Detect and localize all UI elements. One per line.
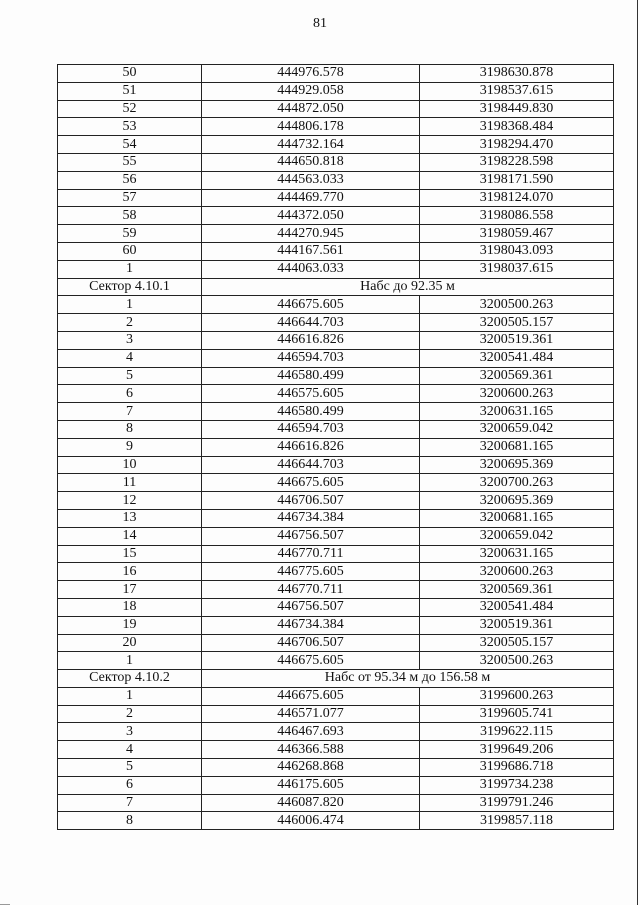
table-row: [58, 794, 614, 812]
coordinate-y: 3198059.467: [420, 225, 614, 243]
sector-elevation: Набс от 95.34 м до 156.58 м: [202, 670, 614, 688]
point-number: 3: [58, 723, 202, 741]
coordinate-y: 3200631.165: [420, 403, 614, 421]
table-row: [58, 634, 614, 652]
point-number: 7: [58, 403, 202, 421]
coordinate-y: 3199649.206: [420, 741, 614, 759]
coordinate-x: 446366.588: [202, 741, 420, 759]
coordinate-y: 3199791.246: [420, 794, 614, 812]
point-number: 5: [58, 367, 202, 385]
table-row: [58, 314, 614, 332]
table-row: [58, 492, 614, 510]
coordinate-y: 3198228.598: [420, 153, 614, 171]
point-number: 58: [58, 207, 202, 225]
table-row: [58, 545, 614, 563]
point-number: 2: [58, 314, 202, 332]
table-row: [58, 527, 614, 545]
table-row: [58, 349, 614, 367]
coordinate-y: 3200659.042: [420, 420, 614, 438]
coordinate-y: 3200569.361: [420, 367, 614, 385]
coordinate-y: 3199734.238: [420, 776, 614, 794]
coordinate-x: 446580.499: [202, 403, 420, 421]
coordinate-y: 3200541.484: [420, 598, 614, 616]
coordinate-y: 3198037.615: [420, 260, 614, 278]
point-number: 4: [58, 349, 202, 367]
table-row: [58, 741, 614, 759]
coordinate-x: 446770.711: [202, 581, 420, 599]
coordinate-x: 446706.507: [202, 492, 420, 510]
sector-header-row: [58, 278, 614, 296]
coordinate-y: 3200600.263: [420, 563, 614, 581]
coordinate-x: 444469.770: [202, 189, 420, 207]
sector-header-row: [58, 670, 614, 688]
table-row: [58, 723, 614, 741]
coordinate-y: 3199857.118: [420, 812, 614, 830]
table-row: [58, 705, 614, 723]
point-number: 16: [58, 563, 202, 581]
point-number: 52: [58, 100, 202, 118]
coordinate-y: 3198294.470: [420, 136, 614, 154]
point-number: 50: [58, 65, 202, 83]
coordinate-y: 3198630.878: [420, 65, 614, 83]
coordinate-y: 3199622.115: [420, 723, 614, 741]
point-number: 1: [58, 260, 202, 278]
point-number: 18: [58, 598, 202, 616]
coordinate-x: 446706.507: [202, 634, 420, 652]
sector-name: Сектор 4.10.1: [58, 278, 202, 296]
coordinate-x: 444372.050: [202, 207, 420, 225]
point-number: 15: [58, 545, 202, 563]
sector-elevation: Набс до 92.35 м: [202, 278, 614, 296]
coordinate-x: 446087.820: [202, 794, 420, 812]
coordinate-x: 446268.868: [202, 759, 420, 777]
coordinate-x: 446644.703: [202, 456, 420, 474]
coordinate-x: 446594.703: [202, 420, 420, 438]
table-row: [58, 153, 614, 171]
point-number: 57: [58, 189, 202, 207]
coordinate-y: 3200681.165: [420, 438, 614, 456]
point-number: 54: [58, 136, 202, 154]
coordinate-y: 3200500.263: [420, 296, 614, 314]
table-row: [58, 563, 614, 581]
table-row: [58, 136, 614, 154]
coordinate-x: 446616.826: [202, 438, 420, 456]
coordinate-x: 446575.605: [202, 385, 420, 403]
coordinate-x: 446571.077: [202, 705, 420, 723]
table-row: [58, 456, 614, 474]
table-row: [58, 100, 614, 118]
table-row: [58, 296, 614, 314]
table-row: [58, 581, 614, 599]
coordinate-y: 3199600.263: [420, 687, 614, 705]
coordinate-y: 3199605.741: [420, 705, 614, 723]
point-number: 1: [58, 296, 202, 314]
table-row: [58, 225, 614, 243]
coordinate-y: 3198368.484: [420, 118, 614, 136]
table-row: [58, 385, 614, 403]
coordinate-y: 3200700.263: [420, 474, 614, 492]
coordinate-x: 444063.033: [202, 260, 420, 278]
point-number: 59: [58, 225, 202, 243]
point-number: 7: [58, 794, 202, 812]
coordinate-x: 446675.605: [202, 687, 420, 705]
coordinate-x: 446675.605: [202, 652, 420, 670]
table-row: [58, 776, 614, 794]
point-number: 6: [58, 776, 202, 794]
coordinate-y: 3200659.042: [420, 527, 614, 545]
coordinate-y: 3200681.165: [420, 509, 614, 527]
point-number: 5: [58, 759, 202, 777]
coordinate-x: 446006.474: [202, 812, 420, 830]
point-number: 1: [58, 652, 202, 670]
point-number: 55: [58, 153, 202, 171]
table-row: [58, 171, 614, 189]
table-row: [58, 207, 614, 225]
coordinate-y: 3198171.590: [420, 171, 614, 189]
point-number: 60: [58, 242, 202, 260]
table-row: [58, 403, 614, 421]
point-number: 19: [58, 616, 202, 634]
coordinate-y: 3198124.070: [420, 189, 614, 207]
page-edge: [637, 0, 638, 905]
coordinate-y: 3198449.830: [420, 100, 614, 118]
table-row: [58, 118, 614, 136]
coordinate-x: 444806.178: [202, 118, 420, 136]
point-number: 13: [58, 509, 202, 527]
coordinate-y: 3198043.093: [420, 242, 614, 260]
coordinate-x: 446734.384: [202, 616, 420, 634]
page-number: 81: [313, 16, 327, 31]
coordinate-y: 3199686.718: [420, 759, 614, 777]
point-number: 6: [58, 385, 202, 403]
coordinates-table-body: [58, 65, 614, 830]
coordinate-x: 446644.703: [202, 314, 420, 332]
coordinate-x: 446675.605: [202, 474, 420, 492]
point-number: 53: [58, 118, 202, 136]
table-row: [58, 420, 614, 438]
coordinate-x: 444976.578: [202, 65, 420, 83]
coordinate-y: 3200519.361: [420, 331, 614, 349]
coordinate-x: 446675.605: [202, 296, 420, 314]
table-row: [58, 616, 614, 634]
coordinate-x: 444929.058: [202, 82, 420, 100]
coordinate-y: 3200631.165: [420, 545, 614, 563]
coordinate-y: 3200519.361: [420, 616, 614, 634]
coordinate-x: 446756.507: [202, 598, 420, 616]
coordinate-x: 446175.605: [202, 776, 420, 794]
coordinate-x: 446616.826: [202, 331, 420, 349]
coordinate-x: 446775.605: [202, 563, 420, 581]
coordinate-y: 3200500.263: [420, 652, 614, 670]
coordinate-y: 3200569.361: [420, 581, 614, 599]
point-number: 11: [58, 474, 202, 492]
table-row: [58, 759, 614, 777]
point-number: 14: [58, 527, 202, 545]
coordinate-x: 446770.711: [202, 545, 420, 563]
point-number: 8: [58, 420, 202, 438]
table-row: [58, 331, 614, 349]
point-number: 8: [58, 812, 202, 830]
coordinate-x: 444270.945: [202, 225, 420, 243]
coordinate-y: 3200695.369: [420, 492, 614, 510]
sector-name: Сектор 4.10.2: [58, 670, 202, 688]
point-number: 9: [58, 438, 202, 456]
table-row: [58, 260, 614, 278]
point-number: 56: [58, 171, 202, 189]
point-number: 12: [58, 492, 202, 510]
table-row: [58, 687, 614, 705]
coordinate-x: 444563.033: [202, 171, 420, 189]
coordinate-y: 3200505.157: [420, 314, 614, 332]
point-number: 2: [58, 705, 202, 723]
coordinate-x: 446467.693: [202, 723, 420, 741]
point-number: 51: [58, 82, 202, 100]
table-row: [58, 598, 614, 616]
point-number: 10: [58, 456, 202, 474]
point-number: 20: [58, 634, 202, 652]
coordinate-y: 3200541.484: [420, 349, 614, 367]
coordinate-x: 444872.050: [202, 100, 420, 118]
coordinate-x: 446756.507: [202, 527, 420, 545]
table-row: [58, 438, 614, 456]
table-row: [58, 509, 614, 527]
coordinate-y: 3200600.263: [420, 385, 614, 403]
coordinate-x: 446594.703: [202, 349, 420, 367]
table-row: [58, 65, 614, 83]
coordinate-y: 3200505.157: [420, 634, 614, 652]
coordinate-x: 444732.164: [202, 136, 420, 154]
coordinate-x: 446580.499: [202, 367, 420, 385]
table-row: [58, 242, 614, 260]
point-number: 1: [58, 687, 202, 705]
point-number: 17: [58, 581, 202, 599]
coordinate-x: 444167.561: [202, 242, 420, 260]
table-row: [58, 82, 614, 100]
table-row: [58, 367, 614, 385]
coordinates-table: [57, 64, 614, 830]
point-number: 3: [58, 331, 202, 349]
coordinate-y: 3198537.615: [420, 82, 614, 100]
coordinate-x: 444650.818: [202, 153, 420, 171]
point-number: 4: [58, 741, 202, 759]
coordinate-x: 446734.384: [202, 509, 420, 527]
table-row: [58, 474, 614, 492]
table-row: [58, 652, 614, 670]
table-row: [58, 189, 614, 207]
coordinate-y: 3200695.369: [420, 456, 614, 474]
coordinate-y: 3198086.558: [420, 207, 614, 225]
table-row: [58, 812, 614, 830]
